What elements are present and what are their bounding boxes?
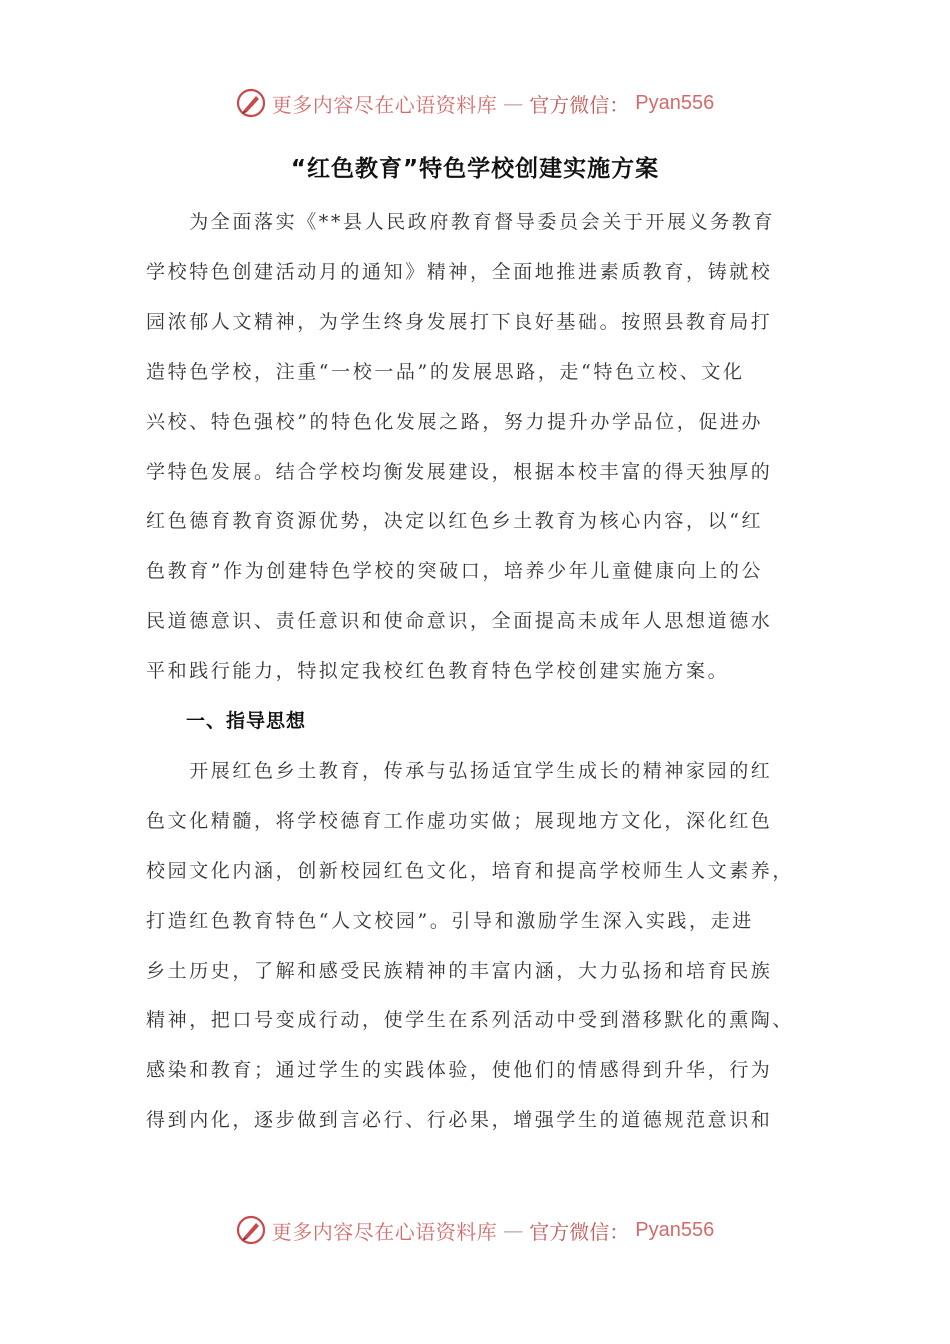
footer-watermark	[0, 1210, 950, 1250]
site-promo-text: 更多内容尽在心语资料库	[271, 1219, 498, 1244]
body-text-line: 园浓郁人文精神，为学生终身发展打下良好基础。按照县教育局打	[146, 310, 773, 333]
site-promo-text: 更多内容尽在心语资料库	[271, 92, 498, 117]
separator-dash: —	[503, 91, 524, 115]
wechat-id: Pyan556	[635, 91, 715, 114]
body-text-line: 学特色发展。结合学校均衡发展建设，根据本校丰富的得天独厚的	[146, 460, 773, 483]
body-text-line: 造特色学校，注重“一校一品”的发展思路，走“特色立校、文化	[146, 360, 745, 383]
wechat-id: Pyan556	[635, 1218, 715, 1241]
body-text-line: 色教育”作为创建特色学校的突破口，培养少年儿童健康向上的公	[146, 560, 764, 583]
pen-logo-icon	[236, 1215, 266, 1245]
section-heading: 一、指导思想	[146, 710, 307, 732]
body-text-line: 感染和教育；通过学生的实践体验，使他们的情感得到升华，行为	[146, 1059, 773, 1082]
body-text-line: 学校特色创建活动月的通知》精神，全面地推进素质教育，铸就校	[146, 260, 773, 283]
body-text-line: 乡土历史，了解和感受民族精神的丰富内涵，大力弘扬和培育民族	[146, 959, 773, 982]
body-text-line: 得到内化，逐步做到言必行、行必果，增强学生的道德规范意识和	[146, 1109, 773, 1132]
body-text-line: 民道德意识、责任意识和使命意识，全面提高未成年人思想道德水	[146, 610, 773, 633]
body-text-line: 色文化精髓，将学校德育工作虚功实做；展现地方文化，深化红色	[146, 809, 773, 832]
watermark-content	[236, 1215, 714, 1245]
watermark-content	[236, 88, 714, 118]
body-text-line: 精神，把口号变成行动，使学生在系列活动中受到潜移默化的熏陶、	[146, 1009, 795, 1032]
body-text-line: 平和践行能力，特拟定我校红色教育特色学校创建实施方案。	[146, 660, 730, 683]
separator-dash: —	[503, 1218, 524, 1242]
pen-logo-icon	[236, 88, 266, 118]
header-watermark	[0, 83, 950, 123]
body-text-line: 为全面落实《**县人民政府教育督导委员会关于开展义务教育	[146, 211, 776, 233]
body-text-line: 打造红色教育特色“人文校园”。引导和激励学生深入实践，走进	[146, 909, 754, 932]
official-wechat-label: 官方微信：	[529, 1219, 630, 1244]
body-text-line: 校园文化内涵，创新校园红色文化，培育和提高学校师生人文素养，	[146, 859, 795, 882]
body-text-line: 兴校、特色强校”的特色化发展之路，努力提升办学品位，促进办	[146, 410, 764, 433]
document-title: “红色教育”特色学校创建实施方案	[290, 156, 660, 182]
body-text-line: 红色德育教育资源优势，决定以红色乡土教育为核心内容，以“红	[146, 510, 764, 533]
body-text-line: 开展红色乡土教育，传承与弘扬适宜学生成长的精神家园的红	[146, 759, 773, 782]
official-wechat-label: 官方微信：	[529, 92, 630, 117]
